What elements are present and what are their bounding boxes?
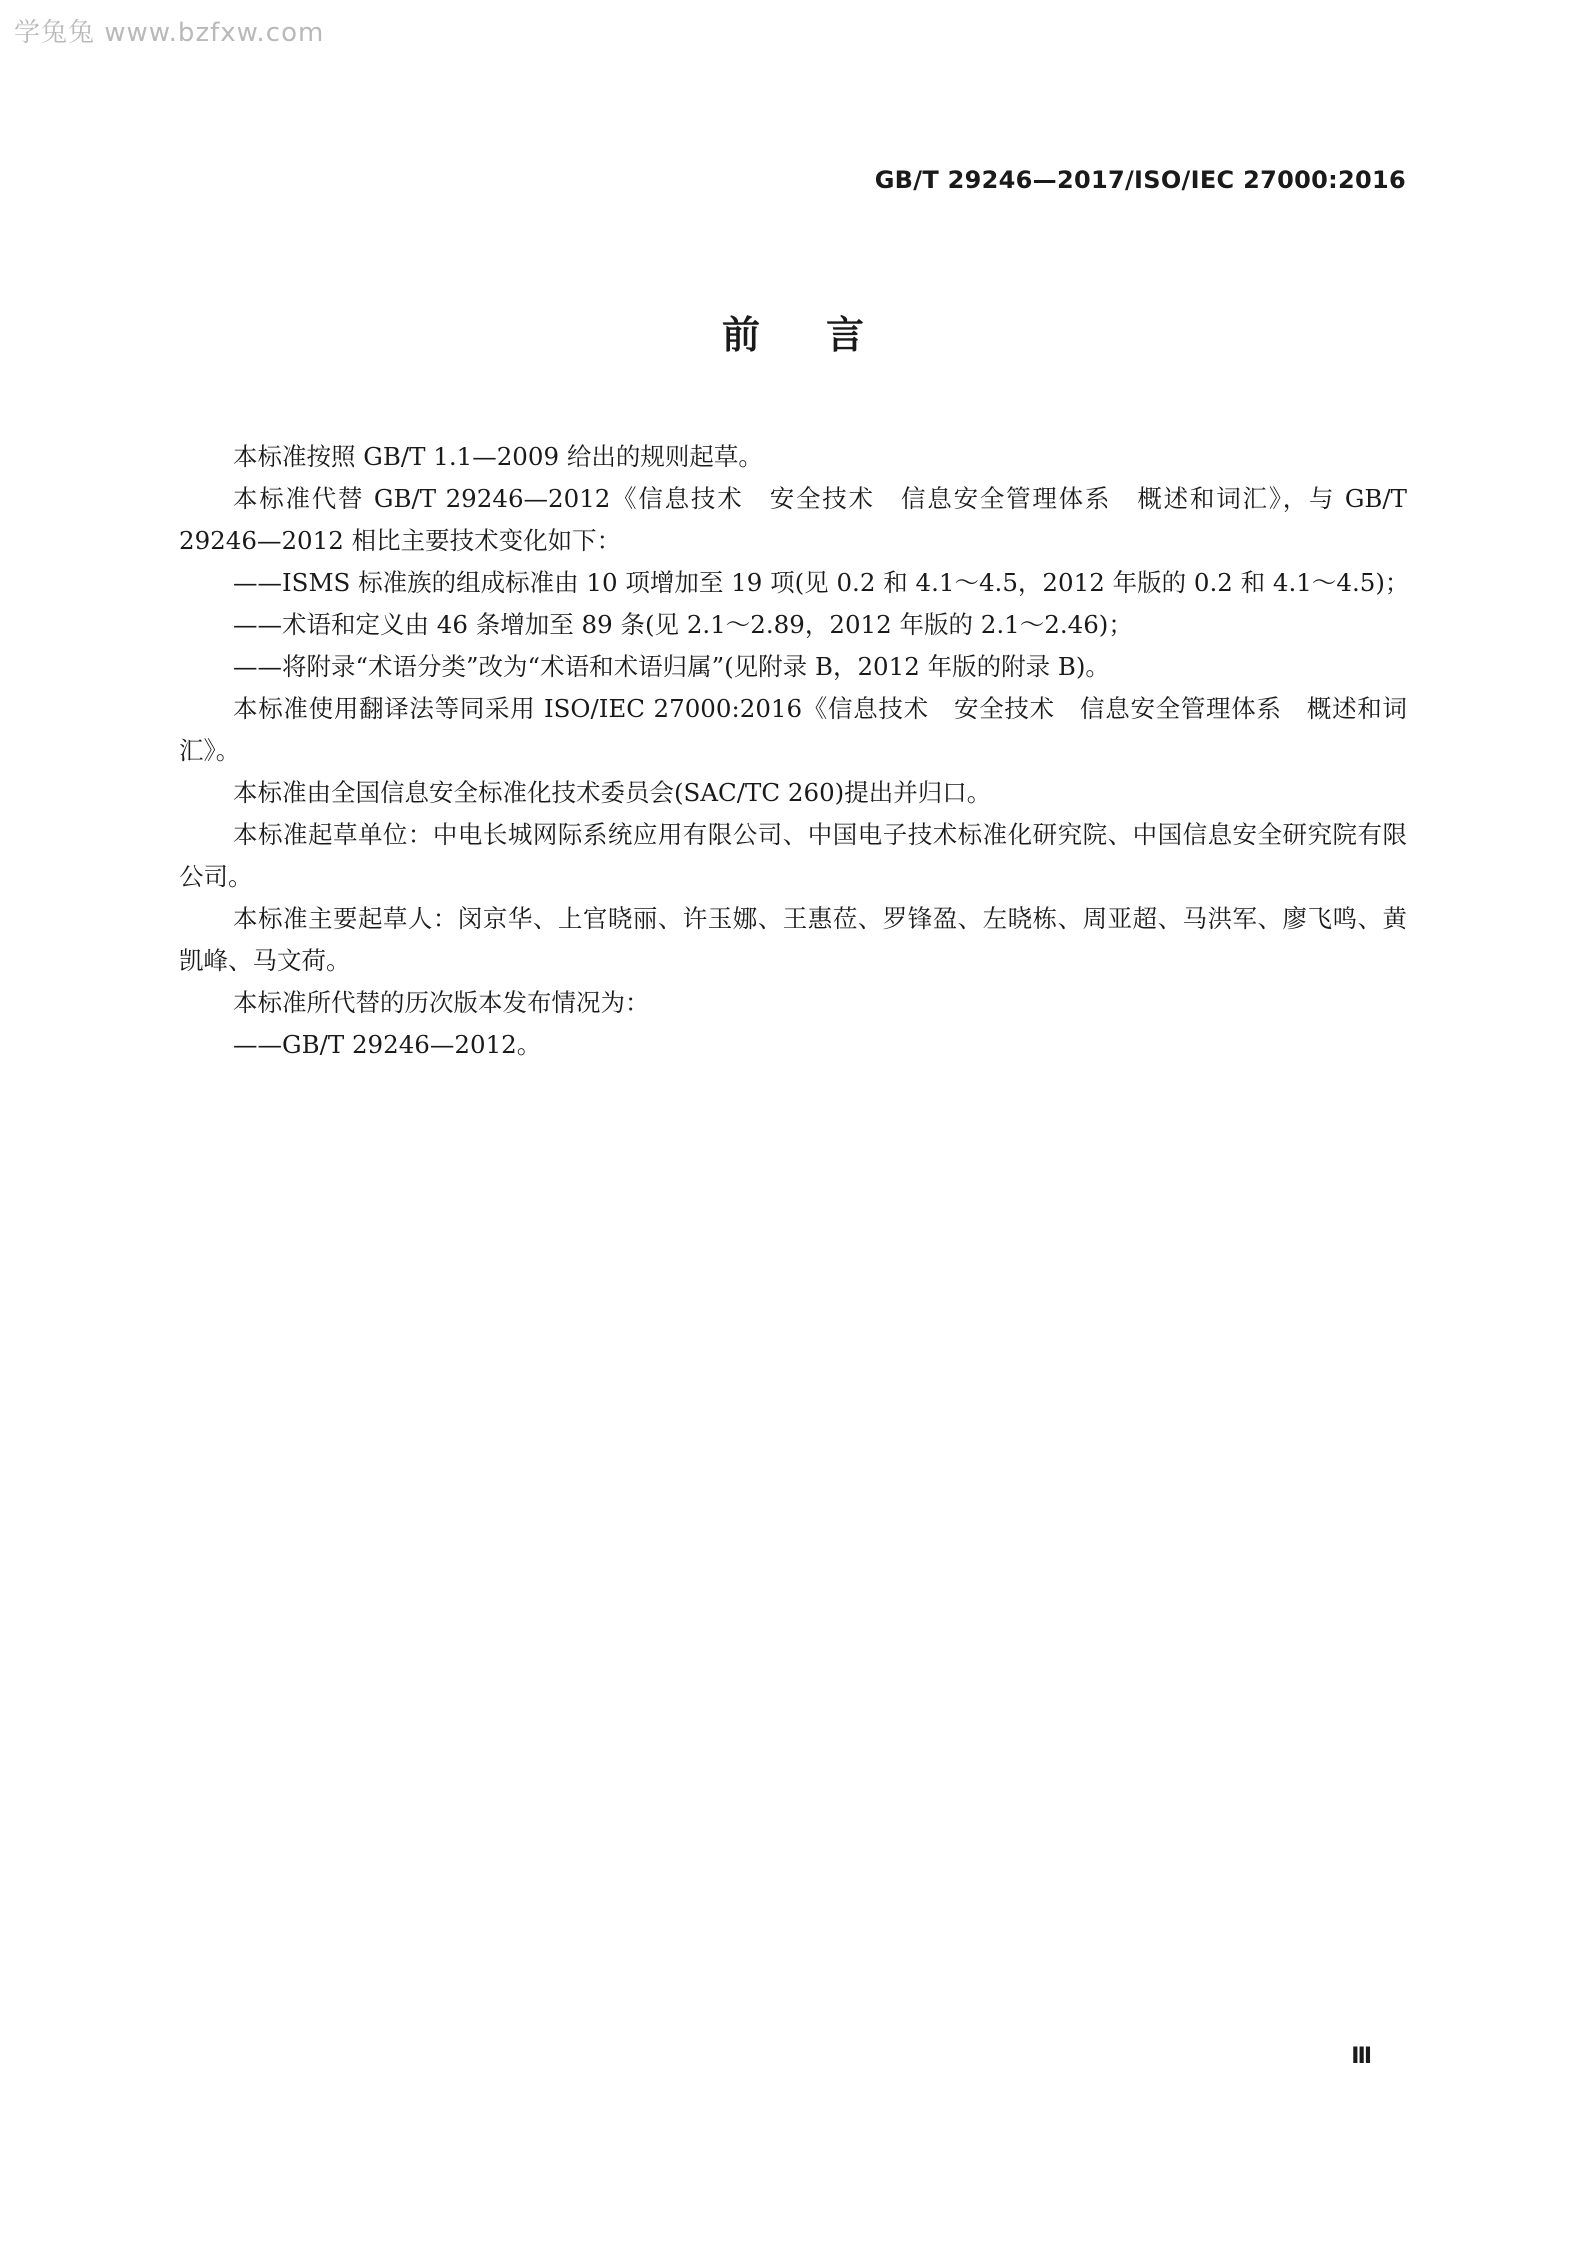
paragraph-drafting-rules: 本标准按照 GB/T 1.1—2009 给出的规则起草。 xyxy=(233,442,763,471)
change-item-3: ——将附录“术语分类”改为“术语和术语归属”(见附录 B，2012 年版的附录 B)。 xyxy=(233,652,1110,681)
page-title: 前言 xyxy=(721,313,930,357)
watermark-text: 学兔兔 www.bzfxw.com xyxy=(14,18,325,48)
paragraph-adoption: 本标准使用翻译法等同采用 ISO/IEC 27000:2016《信息技术 安全技术 信息安全管理体系 概述和词汇》。 xyxy=(179,694,1407,765)
foreword-body xyxy=(179,436,1410,1066)
paragraph-committee: 本标准由全国信息安全标准化技术委员会(SAC/TC 260)提出并归口。 xyxy=(233,778,992,807)
paragraph-replacement: 本标准代替 GB/T 29246—2012《信息技术 安全技术 信息安全管理体系 概述和词汇》，与 GB/T 29246—2012 相比主要技术变化如下： xyxy=(179,484,1407,555)
paragraph-drafters: 本标准主要起草人：闵京华、上官晓丽、许玉娜、王惠莅、罗锋盈、左晓栋、周亚超、马洪军、廖飞鸣、黄凯峰、马文荷。 xyxy=(179,904,1407,975)
standard-code: GB/T 29246—2017/ISO/IEC 27000:2016 xyxy=(874,166,1406,194)
change-item-2: ——术语和定义由 46 条增加至 89 条(见 2.1～2.89，2012 年版的 2.1～2.46)； xyxy=(233,610,1133,639)
history-item-1: ——GB/T 29246—2012。 xyxy=(233,1030,542,1059)
paragraph-drafting-units: 本标准起草单位：中电长城网际系统应用有限公司、中国电子技术标准化研究院、中国信息安全研究院有限公司。 xyxy=(179,820,1407,891)
page-number: Ⅲ xyxy=(1351,2044,1372,2069)
change-item-1: ——ISMS 标准族的组成标准由 10 项增加至 19 项(见 0.2 和 4.1～4.5，2012 年版的 0.2 和 4.1～4.5)； xyxy=(233,568,1410,597)
paragraph-history-intro: 本标准所代替的历次版本发布情况为： xyxy=(233,988,650,1017)
